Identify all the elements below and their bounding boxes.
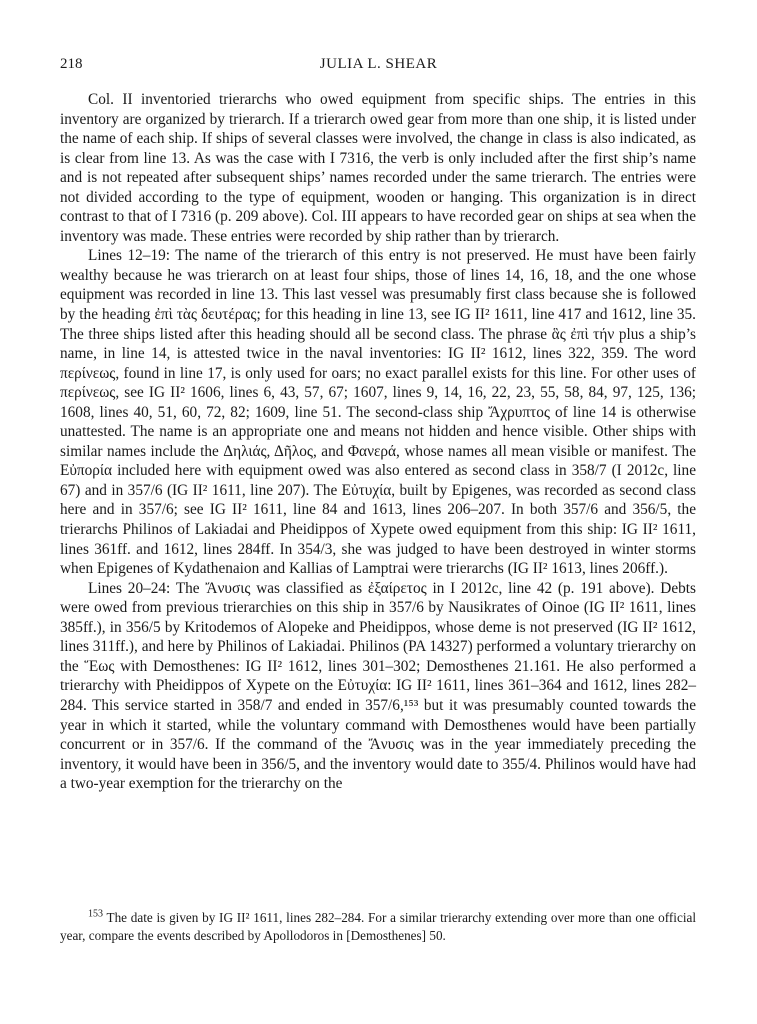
running-head	[60, 56, 697, 78]
page-number: 218	[60, 56, 83, 72]
author-name: JULIA L. SHEAR	[319, 56, 438, 72]
footnote-number: 153	[88, 908, 103, 920]
paragraph-col-ii: Col. II inventoried trierarchs who owed equipment from specific ships. The entries in this inventory are organized by trierarch. If a trierarch owed gear from more than one ship, it is listed under the name of each ship. If ships of several classes were involved, the change in class is also indicated, as is clear from line 13. As was the case with I 7316, the verb is only included after the first ship’s name and is not repeated after subsequent ships’ names recorded under the same trierarch. The entries were not divided according to the type of equipment, wooden or hanging. This organization is in direct contrast to that of I 7316 (p. 209 above). Col. III appears to have recorded gear on ships at sea when the inventory was made. These entries were recorded by ship rather than by trierarch.	[60, 91, 696, 245]
paragraph-lines-12-19: Lines 12–19: The name of the trierarch of this entry is not preserved. He must have been fairly wealthy because he was trierarch on at least four ships, those of lines 14, 16, 18, and the one whose equipment was recorded in line 13. This last vessel was presumably first class because she is followed by the heading ἐπὶ τὰς δευτέρας; for this heading in line 13, see IG II² 1611, line 417 and 1612, line 35. The three ships listed after this heading should all be second class. The phrase ἃς ἐπὶ τήν plus a ship’s name, in line 14, is attested twice in the naval inventories: IG II² 1612, lines 322, 359. The word περίνεως, found in line 17, is only used for oars; no exact parallel exists for this line. For other uses of περίνεως, see IG II² 1606, lines 6, 43, 57, 67; 1607, lines 9, 14, 16, 22, 23, 55, 58, 84, 97, 125, 136; 1608, lines 40, 51, 60, 72, 82; 1609, line 51. The second-class ship Ἄχρυπτος of line 14 is otherwise unattested. The name is an appropriate one and means not hidden and hence visible. Other ships with similar names include the Δηλιάς, Δῆλος, and Φανερά, whose names all mean visible or manifest. The Εὐπορία included here with equipment owed was also entered as second class in 358/7 (I 2012c, line 67) and in 357/6 (IG II² 1611, line 207). The Εὐτυχία, built by Epigenes, was recorded as second class here and in 357/6; see IG II² 1611, line 84 and 1613, lines 206–207. In both 357/6 and 356/5, the trierarchs Philinos of Lakiadai and Pheidippos of Xypete owed equipment from this ship: IG II² 1611, lines 361ff. and 1612, lines 284ff. In 354/3, she was judged to have been destroyed in winter storms when Epigenes of Kydathenaion and Kallias of Lamptrai were trierarchs (IG II² 1613, lines 206ff.).	[60, 247, 696, 578]
body-text	[60, 90, 696, 794]
footnote-text: The date is given by IG II² 1611, lines 282–284. For a similar trierarchy extending over more than one official year, compare the events described by Apollodoros in [Demosthenes] 50.	[60, 910, 697, 943]
footnote-153	[60, 909, 696, 945]
footnote	[60, 909, 696, 945]
paragraph-lines-20-24: Lines 20–24: The Ἄνυσις was classified as ἐξαίρετος in I 2012c, line 42 (p. 191 above). Debts were owed from previous trierarchies on this ship in 357/6 by Nausikrates of Oinoe (IG II² 1611, lines 385ff.), in 356/5 by Kritodemos of Alopeke and Pheidippos, whose deme is not preserved (IG II² 1612, lines 311ff.), and here by Philinos of Lakiadai. Philinos (PA 14327) performed a voluntary trierarchy on the Ἕως with Demosthenes: IG II² 1612, lines 301–302; Demosthenes 21.161. He also performed a trierarchy with Pheidippos of Xypete on the Εὐτυχία: IG II² 1611, lines 361–364 and 1612, lines 282–284. This service started in 358/7 and ended in 357/6,¹⁵³ but it was presumably counted towards the year in which it started, while the voluntary command with Demosthenes would have been partially concurrent or in 357/6. If the command of the Ἄνυσις was in the year immediately preceding the inventory, it would have been in 356/5, and the inventory would date to 355/4. Philinos would have had a two-year exemption for the trierarchy on the	[60, 579, 696, 793]
